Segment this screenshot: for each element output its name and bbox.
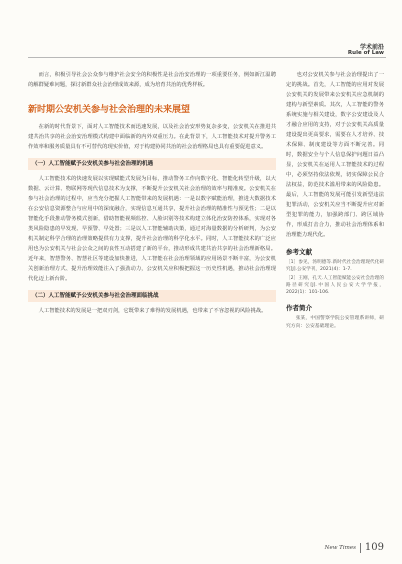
- references-heading: 参考文献: [286, 248, 312, 256]
- reference-item: ［1］参见，汤明德等.新时代社会治理现代化研究[J].公安学刊，2021(4)：1-7.: [286, 260, 384, 272]
- subsection-heading-2: （二）人工智能赋予公安机关参与社会治理面临挑战: [28, 290, 276, 302]
- section-subtitle: Rule of Law: [347, 50, 384, 56]
- page-footer: [325, 542, 384, 553]
- subsection-heading-1: （一）人工智能赋予公安机关参与社会治理的机遇: [28, 158, 276, 170]
- author-bio: 张某，中国警察学院公安管理系讲师，研究方向：公安基础理论。: [286, 316, 384, 329]
- page-header: [0, 0, 402, 62]
- body-paragraph: 人工智能技术的发展是一把双刃剑，它既带来了难得的发展机遇，也带来了不容忽视的风险挑战。: [38, 308, 267, 314]
- right-column: [286, 70, 384, 331]
- left-column: [28, 70, 276, 316]
- page-number: 109: [364, 542, 384, 553]
- journal-name: New Times: [324, 544, 356, 551]
- footer-divider: [360, 543, 361, 553]
- body-paragraph: 在新的时代背景下，面对人工智能技术而迅速发展，以及社会治安形势复杂多变，公安机关在推进共建共治共享的社会治安治理模式构建中面临新的内外双重压力。在此背景下，人工智能技术对提升警务工作效率和服务质量具有不可替代的现实价值，对于构建协同共治的社会治理格局也具有重要促进意义。: [28, 124, 276, 150]
- reference-item: ［2］王刚，孔天.人工智能赋能公安社会治理的路径研究[J].中国人民公安大学学报，2022(1)：101-106.: [286, 276, 384, 295]
- section-title: 学术前沿: [359, 44, 384, 51]
- author-heading: 作者简介: [286, 304, 312, 312]
- body-paragraph: 也对公安机关参与社会治理提出了一定的挑战。首先，人工智能的应用对发展公安机关的发展带来公安机关应急机制的建构与新型素质。其次，人工智能的警务系统实施与相关建设，数字公安建设及人才融合应用的支持，对于公安机关高质量建设提出更高要求，需要在人才培养、技术保障、制度建设等方面不断完善。同时，数据安全与个人信息保护问题日益凸显，公安机关在运用人工智能技术的过程中，必须坚持依法依规，切实保障公民合法权益，防范技术滥用带来的风险隐患。最后，人工智能的发展可能引发新型违法犯罪活动，公安机关应当不断提升应对新型犯罪的能力，加强跨部门、跨区域协作，形成打击合力，推动社会治理体系和治理能力现代化。: [286, 72, 384, 238]
- header-divider: [28, 57, 386, 58]
- intro-paragraph: 而言，积极引导社会公众参与维护社会安全的积极性是社会治安治理的一项重要任务，例如新江温聘的解群疑难问题，探讨新群众社会治理成效来源，成为培育共治的优秀样板。: [28, 72, 276, 88]
- body-paragraph: 人工智能技术的快速发展以实现赋能式发展为目标，推动警务工作向数字化、智能化转型升级，以大数据、云计算、物联网等现代信息技术为支撑，不断提升公安机关社会治理的效率与精准度。公安机关在参与社会治理的过程中，应当充分把握人工智能带来的发展机遇：一是以数字赋能治理，推进大数据技术在公安信息资源整合与应用中的深度融合，实现信息互通共享，提升社会治理的精准性与预见性；二是以智能化手段推动警务模式创新，借助智能视频监控、人脸识别等技术构建立体化治安防控体系，实现对各类风险隐患的早发现、早预警、早处置；三是以人工智能辅助决策，通过对海量数据的分析研判，为公安机关制定科学合理的治理策略提供有力支撑，提升社会治理的科学化水平。同时，人工智能技术的广泛应用也为公安机关与社会公众之间的良性互动搭建了新的平台，推动形成共建共治共享的社会治理新格局。近年来，智慧警务、智慧社区等建设加快推进，人工智能在社会治理领域的应用场景不断丰富，为公安机关创新治理方式、提升治理效能注入了强劲动力，公安机关应积极把握这一历史性机遇，推动社会治理现代化迈上新台阶。: [28, 176, 276, 282]
- section-heading: 新时期公安机关参与社会治理的未来展望: [28, 105, 191, 115]
